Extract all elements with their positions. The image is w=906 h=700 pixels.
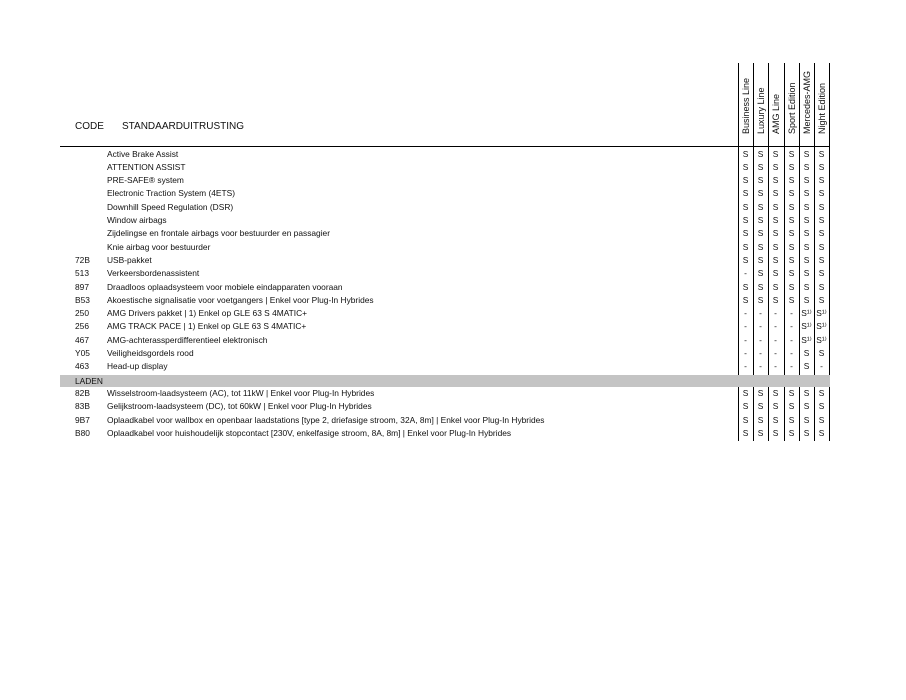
availability-cell: S <box>772 268 779 279</box>
availability-cell: S <box>757 175 764 186</box>
availability-cell: - <box>790 321 793 332</box>
table-row <box>60 360 830 373</box>
availability-cell: S <box>772 215 779 225</box>
availability-cell: S <box>742 414 749 425</box>
availability-cell: S <box>803 188 810 199</box>
row-description: Akoestische signalisatie voor voetgangers | Enkel voor Plug-In Hybrides <box>107 294 374 305</box>
row-code: 256 <box>75 321 89 332</box>
row-description: Draadloos oplaadsysteem voor mobiele eindapparaten vooraan <box>107 281 343 292</box>
availability-cell: S <box>788 294 795 305</box>
availability-cell: S <box>788 401 795 412</box>
column-header-label: AMG Line <box>770 93 781 134</box>
availability-cell: S <box>818 401 825 412</box>
availability-cell: S <box>742 387 749 398</box>
table-row <box>60 214 830 227</box>
availability-cell: S <box>788 268 795 279</box>
availability-cell: S <box>742 215 749 225</box>
row-code: 72B <box>75 254 90 265</box>
column-divider <box>768 387 769 442</box>
availability-cell: - <box>744 268 747 279</box>
row-description: AMG TRACK PACE | 1) Enkel op GLE 63 S 4MATIC+ <box>107 321 307 332</box>
availability-cell: S <box>757 414 764 425</box>
availability-cell: S <box>803 348 810 358</box>
header-rule <box>60 146 830 147</box>
column-divider <box>784 387 785 442</box>
row-description: ATTENTION ASSIST <box>107 161 186 172</box>
availability-cell: S <box>772 188 779 199</box>
availability-cell: - <box>774 308 777 319</box>
availability-cell: S <box>757 161 764 172</box>
availability-cell: S <box>742 188 749 199</box>
availability-cell: S <box>818 294 825 305</box>
availability-cell: S <box>803 414 810 425</box>
column-header-label: Mercedes-AMG <box>801 70 812 134</box>
table-row <box>60 320 830 333</box>
availability-cell: S <box>818 148 825 159</box>
availability-cell: S¹⁾ <box>816 321 827 332</box>
availability-cell: S <box>803 201 810 212</box>
column-divider <box>753 387 754 442</box>
availability-cell: S <box>742 294 749 305</box>
availability-cell: S <box>772 201 779 212</box>
availability-cell: S <box>757 228 764 239</box>
availability-cell: S <box>803 401 810 412</box>
availability-cell: S <box>757 148 764 159</box>
availability-cell: S <box>757 387 764 398</box>
availability-cell: S <box>788 188 795 199</box>
availability-cell: - <box>744 361 747 372</box>
row-description: Oplaadkabel voor huishoudelijk stopcontact [230V, enkelfasige stroom, 8A, 8m] | Enkel voor Plug-In Hybrides <box>107 427 512 438</box>
availability-cell: S <box>772 148 779 159</box>
availability-cell: S¹⁾ <box>801 308 812 319</box>
availability-cell: S <box>818 175 825 186</box>
availability-cell: S <box>788 215 795 225</box>
availability-cell: S <box>742 401 749 412</box>
column-divider <box>814 387 815 442</box>
row-description: Zijdelingse en frontale airbags voor bestuurder en passagier <box>107 228 331 239</box>
availability-cell: S <box>757 188 764 199</box>
column-divider <box>738 63 739 375</box>
availability-cell: S <box>772 254 779 265</box>
row-description: Knie airbag voor bestuurder <box>107 241 211 252</box>
availability-cell: S <box>788 175 795 186</box>
table-row <box>60 187 830 200</box>
availability-cell: S <box>788 201 795 212</box>
column-divider <box>784 63 785 375</box>
column-header-label: Night Edition <box>816 82 827 134</box>
row-description: AMG Drivers pakket | 1) Enkel op GLE 63 S 4MATIC+ <box>107 308 308 319</box>
availability-cell: S¹⁾ <box>816 308 827 319</box>
row-description: Downhill Speed Regulation (DSR) <box>107 201 234 212</box>
availability-cell: - <box>744 308 747 319</box>
availability-cell: S <box>803 427 810 438</box>
row-description: Electronic Traction System (4ETS) <box>107 188 235 199</box>
row-description: Window airbags <box>107 215 167 225</box>
availability-cell: S <box>818 281 825 292</box>
table-row <box>60 334 830 347</box>
availability-cell: S <box>803 175 810 186</box>
availability-cell: S <box>757 427 764 438</box>
availability-cell: S¹⁾ <box>816 334 827 345</box>
availability-cell: S <box>742 241 749 252</box>
table-row <box>60 294 830 307</box>
availability-cell: S <box>818 215 825 225</box>
availability-cell: - <box>774 348 777 358</box>
row-code: B80 <box>75 427 90 438</box>
row-description: Verkeersbordenassistent <box>107 268 200 279</box>
row-description: Gelijkstroom-laadsysteem (DC), tot 60kW | Enkel voor Plug-In Hybrides <box>107 401 372 412</box>
column-divider <box>738 387 739 442</box>
availability-cell: S <box>772 414 779 425</box>
row-description: Oplaadkabel voor wallbox en openbaar laadstations [type 2, driefasige stroom, 32A, 8m] | Enkel voor Plug-In Hybrides <box>107 414 545 425</box>
availability-cell: S <box>803 361 810 372</box>
availability-cell: S <box>803 294 810 305</box>
table-row <box>60 281 830 294</box>
row-description: USB-pakket <box>107 254 152 265</box>
availability-cell: S <box>803 161 810 172</box>
availability-cell: - <box>790 334 793 345</box>
availability-cell: - <box>774 361 777 372</box>
availability-cell: S <box>772 427 779 438</box>
table-row <box>60 267 830 280</box>
column-header <box>738 63 753 146</box>
table-row <box>60 201 830 214</box>
row-code: 467 <box>75 334 89 345</box>
column-header-label: Luxury Line <box>755 87 766 134</box>
availability-cell: - <box>790 361 793 372</box>
availability-cell: S <box>818 387 825 398</box>
availability-cell: S <box>788 228 795 239</box>
availability-cell: S <box>788 281 795 292</box>
availability-cell: S <box>742 148 749 159</box>
page-title: STANDAARDUITRUSTING <box>122 121 245 132</box>
availability-cell: S <box>742 281 749 292</box>
availability-cell: - <box>774 321 777 332</box>
availability-cell: S <box>742 254 749 265</box>
column-header <box>784 63 799 146</box>
row-code: 82B <box>75 387 90 398</box>
header-code: CODE <box>75 121 104 132</box>
availability-cell: S <box>788 427 795 438</box>
availability-cell: S <box>803 241 810 252</box>
availability-cell: S <box>772 401 779 412</box>
row-code: 9B7 <box>75 414 90 425</box>
section-label: LADEN <box>75 375 103 386</box>
availability-cell: S <box>818 348 825 358</box>
availability-cell: S <box>788 254 795 265</box>
row-code: B53 <box>75 294 90 305</box>
availability-cell: - <box>759 361 762 372</box>
table-row <box>60 307 830 320</box>
table-row <box>60 254 830 267</box>
row-description: AMG-achterassperdifferentieel elektronisch <box>107 334 268 345</box>
availability-cell: S <box>788 148 795 159</box>
availability-cell: S <box>818 161 825 172</box>
table-row <box>60 387 830 400</box>
availability-cell: S <box>757 254 764 265</box>
availability-cell: S <box>757 401 764 412</box>
row-code: 463 <box>75 361 89 372</box>
row-code: 250 <box>75 308 89 319</box>
column-header-label: Business Line <box>740 77 751 134</box>
section-header-laden <box>60 375 830 387</box>
availability-cell: S <box>772 175 779 186</box>
row-description: Veiligheidsgordels rood <box>107 348 194 358</box>
availability-cell: S <box>772 161 779 172</box>
availability-cell: S <box>788 414 795 425</box>
availability-cell: S <box>772 228 779 239</box>
column-header <box>753 63 768 146</box>
column-header <box>799 63 814 146</box>
availability-cell: S <box>818 241 825 252</box>
availability-cell: S <box>788 241 795 252</box>
row-description: Head-up display <box>107 361 168 372</box>
column-divider <box>768 63 769 375</box>
table-row <box>60 347 830 360</box>
availability-cell: S <box>818 228 825 239</box>
availability-cell: S <box>818 414 825 425</box>
availability-cell: S <box>818 201 825 212</box>
table-row <box>60 174 830 187</box>
table-row <box>60 241 830 254</box>
table-row <box>60 148 830 161</box>
availability-cell: S <box>757 294 764 305</box>
availability-cell: S <box>742 175 749 186</box>
availability-cell: S <box>757 268 764 279</box>
availability-cell: S <box>757 215 764 225</box>
row-code: 513 <box>75 268 89 279</box>
availability-cell: S <box>742 228 749 239</box>
column-divider <box>829 63 830 375</box>
availability-cell: S <box>818 188 825 199</box>
availability-cell: S <box>803 254 810 265</box>
availability-cell: S <box>757 201 764 212</box>
table-row <box>60 427 830 440</box>
availability-cell: S <box>803 268 810 279</box>
availability-cell: S <box>788 161 795 172</box>
row-description: Active Brake Assist <box>107 148 179 159</box>
availability-cell: S <box>772 387 779 398</box>
column-header <box>814 63 829 146</box>
row-code: Y05 <box>75 348 90 358</box>
row-code: 897 <box>75 281 89 292</box>
availability-cell: - <box>790 348 793 358</box>
availability-cell: - <box>744 348 747 358</box>
table-row <box>60 400 830 413</box>
availability-cell: - <box>759 308 762 319</box>
availability-cell: - <box>759 321 762 332</box>
availability-cell: S <box>818 427 825 438</box>
availability-cell: - <box>744 334 747 345</box>
column-header <box>768 63 783 146</box>
column-divider <box>753 63 754 375</box>
availability-cell: - <box>759 348 762 358</box>
availability-cell: S <box>818 254 825 265</box>
availability-cell: S <box>803 215 810 225</box>
column-divider <box>829 387 830 442</box>
availability-cell: S <box>742 161 749 172</box>
column-divider <box>799 387 800 442</box>
availability-cell: S <box>788 387 795 398</box>
availability-cell: S <box>772 241 779 252</box>
row-description: PRE-SAFE® system <box>107 175 184 186</box>
availability-cell: S <box>818 268 825 279</box>
availability-cell: S <box>742 201 749 212</box>
availability-cell: S <box>742 427 749 438</box>
column-header-label: Sport Edition <box>786 82 797 134</box>
row-description: Wisselstroom-laadsysteem (AC), tot 11kW | Enkel voor Plug-In Hybrides <box>107 387 375 398</box>
availability-cell: - <box>774 334 777 345</box>
availability-cell: - <box>744 321 747 332</box>
availability-cell: - <box>820 361 823 372</box>
column-divider <box>799 63 800 375</box>
row-code: 83B <box>75 401 90 412</box>
availability-cell: S¹⁾ <box>801 321 812 332</box>
table-row <box>60 414 830 427</box>
availability-cell: S <box>757 241 764 252</box>
availability-cell: S <box>803 387 810 398</box>
availability-cell: S¹⁾ <box>801 334 812 345</box>
availability-cell: - <box>759 334 762 345</box>
availability-cell: S <box>803 148 810 159</box>
availability-cell: - <box>790 308 793 319</box>
column-divider <box>814 63 815 375</box>
table-row <box>60 161 830 174</box>
availability-cell: S <box>772 281 779 292</box>
availability-cell: S <box>803 281 810 292</box>
availability-cell: S <box>772 294 779 305</box>
availability-cell: S <box>757 281 764 292</box>
availability-cell: S <box>803 228 810 239</box>
table-row <box>60 227 830 240</box>
